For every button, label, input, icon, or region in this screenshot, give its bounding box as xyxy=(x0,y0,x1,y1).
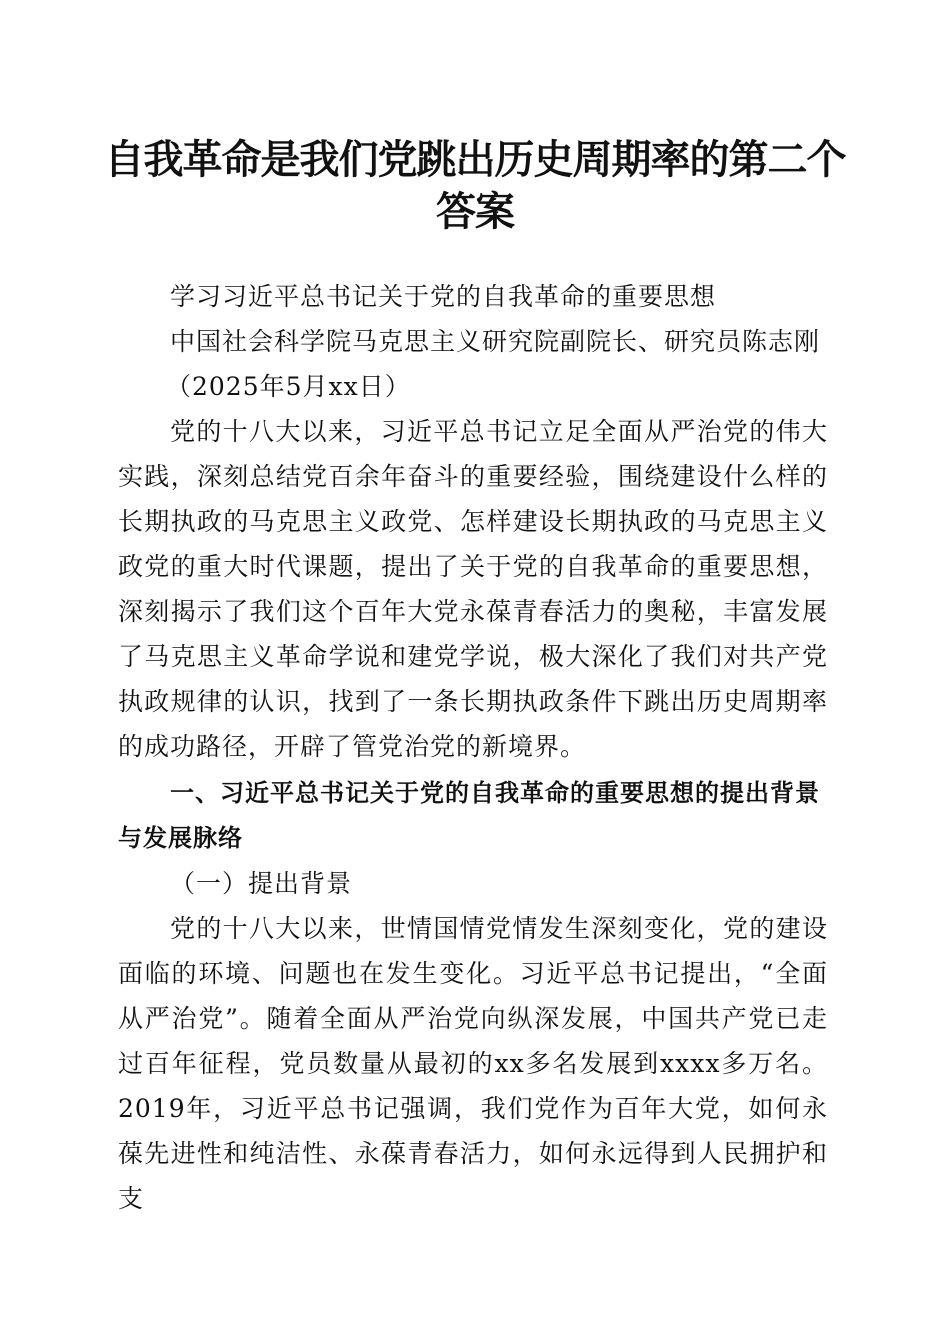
document-body xyxy=(118,274,828,1221)
date-line: （2025年5月xx日） xyxy=(166,372,411,401)
subsection-paragraph: 党的十八大以来，世情国情党情发生深刻变化，党的建设面临的环境、问题也在发生变化。习近平总书记提出，“全面从严治党”。随着全面从严治党向纵深发展，中国共产党已走过百年征程，党员数量从最初的xx多名发展到xxxx多万名。2019年，习近平总书记强调，我们党作为百年大党，如何永葆先进性和纯洁性、永葆青春活力，如何永远得到人民拥护和支 xyxy=(118,914,828,1213)
subsection-heading: （一）提出背景 xyxy=(170,869,353,898)
author-line: 中国社会科学院马克思主义研究院副院长、研究员陈志刚 xyxy=(170,327,821,356)
document-title: 自我革命是我们党跳出历史周期率的第二个答案 xyxy=(104,136,846,235)
subtitle-line: 学习习近平总书记关于党的自我革命的重要思想 xyxy=(170,282,717,311)
intro-paragraph: 党的十八大以来，习近平总书记立足全面从严治党的伟大实践，深刻总结党百余年奋斗的重要经验，围绕建设什么样的长期执政的马克思主义政党、怎样建设长期执政的马克思主义政党的重大时代课题，提出了关于党的自我革命的重要思想，深刻揭示了我们这个百年大党永葆青春活力的奥秘，丰富发展了马克思主义革命学说和建党学说，极大深化了我们对共产党执政规律的认识，找到了一条长期执政条件下跳出历史周期率的成功路径，开辟了管党治党的新境界。 xyxy=(118,417,828,761)
section-heading: 一、习近平总书记关于党的自我革命的重要思想的提出背景与发展脉络 xyxy=(118,779,820,852)
